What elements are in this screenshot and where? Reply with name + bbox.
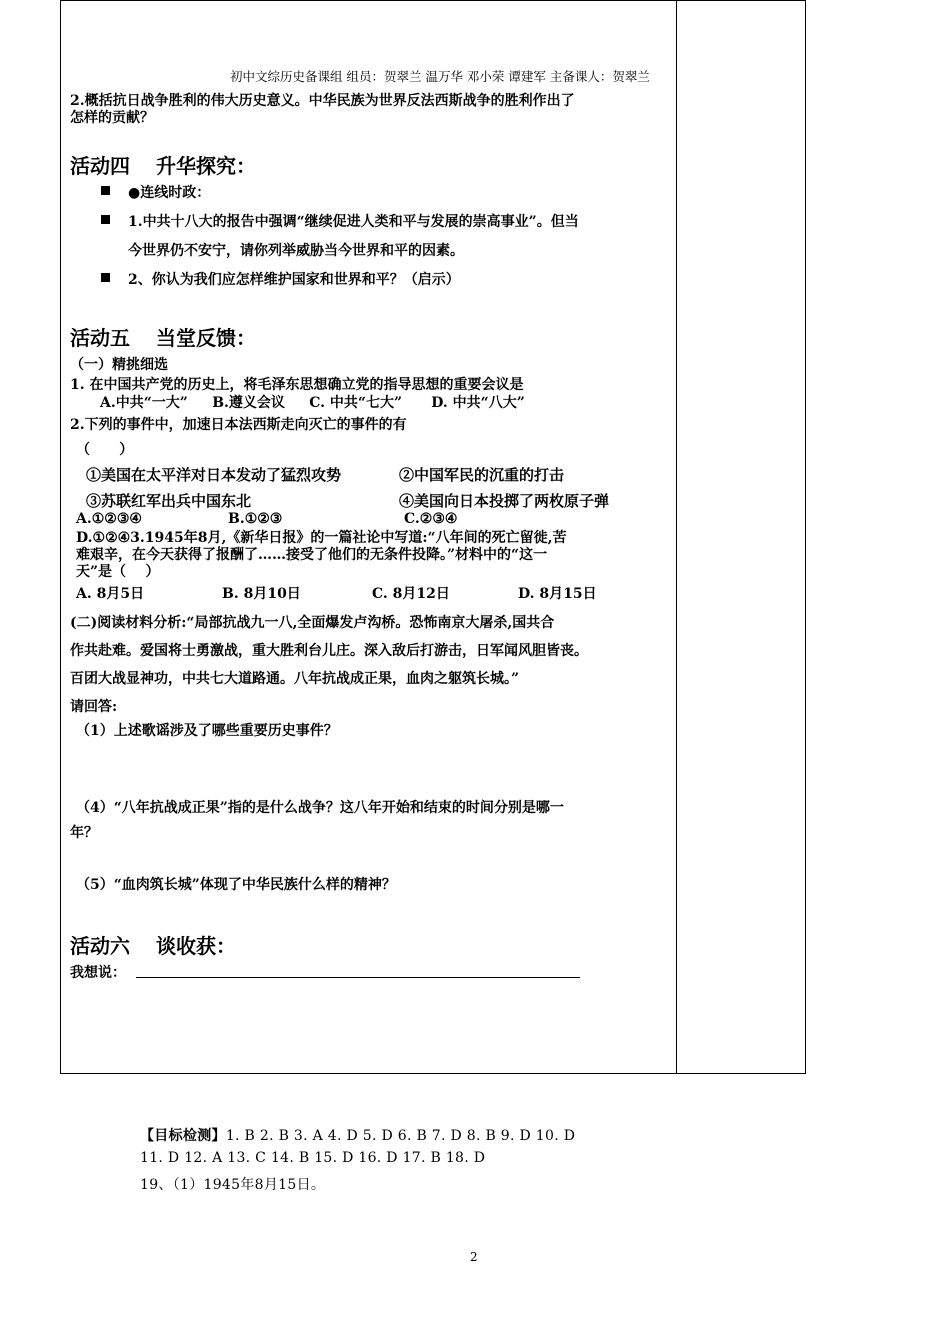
activity-4-heading xyxy=(70,150,256,179)
mc-question-2-item-2: ②中国军民的沉重的打击 xyxy=(399,466,565,484)
sub-question-4-line-2: 年？ xyxy=(70,825,98,841)
mc-question-3-line-2: 难艰辛，在今天获得了报酬了……接受了他们的无条件投降。”材料中的“这一 xyxy=(76,547,548,563)
activity-5-number: 活动五 xyxy=(70,326,130,350)
activity-6-number: 活动六 xyxy=(70,934,130,958)
sub-question-4-line-1: （4）“八年抗战成正果”指的是什么战争？这八年开始和结束的时间分别是哪一 xyxy=(76,800,564,816)
question-2-line-2: 怎样的贡献？ xyxy=(70,110,154,126)
mc-question-3-option-b: B. 8月10日 xyxy=(222,586,301,602)
mc-question-3-option-c: C. 8月12日 xyxy=(372,586,450,602)
section-1-title: （一）精挑细选 xyxy=(70,357,168,373)
table-column-divider xyxy=(676,0,677,1074)
section-2-line-2: 作共赴难。爱国将士勇激战，重大胜利台儿庄。深入敌后打游击，日军闻风胆皆丧。 xyxy=(70,643,588,659)
activity-4-title: 升华探究： xyxy=(156,154,256,178)
mc-question-2-item-3: ③苏联红军出兵中国东北 xyxy=(86,492,252,510)
activity-6-heading xyxy=(70,930,236,959)
answers-line-3: 19、（1）1945年8月15日。 xyxy=(140,1177,326,1193)
answers-line-1 xyxy=(140,1125,575,1145)
page-header: 初中文综历史备课组 组员：贺翠兰 温万华 邓小荣 谭建军 主备课人：贺翠兰 xyxy=(230,69,650,84)
mc-question-3-line-1: D.①②④3.1945年8月,《新华日报》的一篇社论中写道:“八年间的死亡留徙,苦 xyxy=(76,530,567,546)
activity-5-title: 当堂反馈： xyxy=(156,326,256,350)
please-answer: 请回答: xyxy=(70,699,118,715)
mc-question-2-paren: （ ） xyxy=(76,442,134,458)
mc-question-3-option-a: A. 8月5日 xyxy=(76,586,145,602)
mc-question-2-option-b: B.①②③ xyxy=(228,511,283,527)
section-2-line-1: (二)阅读材料分析:“局部抗战九一八,全面爆发卢沟桥。恐怖南京大屠杀,国共合 xyxy=(70,615,555,631)
square-bullet-icon xyxy=(101,273,110,282)
mc-question-2-item-4: ④美国向日本投掷了两枚原子弹 xyxy=(399,492,610,510)
sub-question-1: （1）上述歌谣涉及了哪些重要历史事件？ xyxy=(76,723,338,739)
square-bullet-icon xyxy=(101,215,110,224)
activity-4-item-1: ●连线时政： xyxy=(128,185,211,201)
mc-question-2: 2.下列的事件中，加速日本法西斯走向灭亡的事件的有 xyxy=(70,417,407,433)
section-2-line-3: 百团大战显神功，中共七大道路通。八年抗战成正果，血肉之躯筑长城。” xyxy=(70,671,520,687)
i-want-to-say-label: 我想说： xyxy=(70,965,126,981)
square-bullet-icon xyxy=(101,186,110,195)
answers-line-1-text: 1. B 2. B 3. A 4. D 5. D 6. B 7. D 8. B 9. D 10. D xyxy=(225,1128,576,1144)
activity-4-item-2: 1.中共十八大的报告中强调“继续促进人类和平与发展的崇高事业”。但当 xyxy=(128,214,579,230)
mc-question-3-line-3: 天”是（ ） xyxy=(76,564,160,580)
answers-label: 【目标检测】 xyxy=(140,1128,226,1144)
activity-4-item-3: 2、你认为我们应怎样维护国家和世界和平？（启示） xyxy=(128,272,460,288)
page-number: 2 xyxy=(470,1250,478,1264)
answer-underline xyxy=(136,977,580,978)
question-2-line-1: 2.概括抗日战争胜利的伟大历史意义。中华民族为世界反法西斯战争的胜利作出了 xyxy=(70,93,575,109)
mc-question-2-item-1: ①美国在太平洋对日本发动了猛烈攻势 xyxy=(86,466,342,484)
activity-6-title: 谈收获： xyxy=(156,934,236,958)
sub-question-5: （5）“血肉筑长城”体现了中华民族什么样的精神？ xyxy=(76,877,396,893)
mc-question-1: 1. 在中国共产党的历史上，将毛泽东思想确立党的指导思想的重要会议是 xyxy=(70,377,524,393)
mc-question-3-option-d: D. 8月15日 xyxy=(518,586,597,602)
activity-4-item-2-cont: 今世界仍不安宁，请你列举威胁当今世界和平的因素。 xyxy=(128,243,464,259)
answers-line-2: 11. D 12. A 13. C 14. B 15. D 16. D 17. B 18. D xyxy=(140,1150,486,1166)
mc-question-2-option-c: C.②③④ xyxy=(404,511,458,527)
mc-question-1-options: A.中共“一大” B.遵义会议 C. 中共“七大” D. 中共“八大” xyxy=(100,395,525,411)
activity-4-number: 活动四 xyxy=(70,154,130,178)
activity-5-heading xyxy=(70,322,256,351)
mc-question-2-option-a: A.①②③④ xyxy=(76,511,142,527)
